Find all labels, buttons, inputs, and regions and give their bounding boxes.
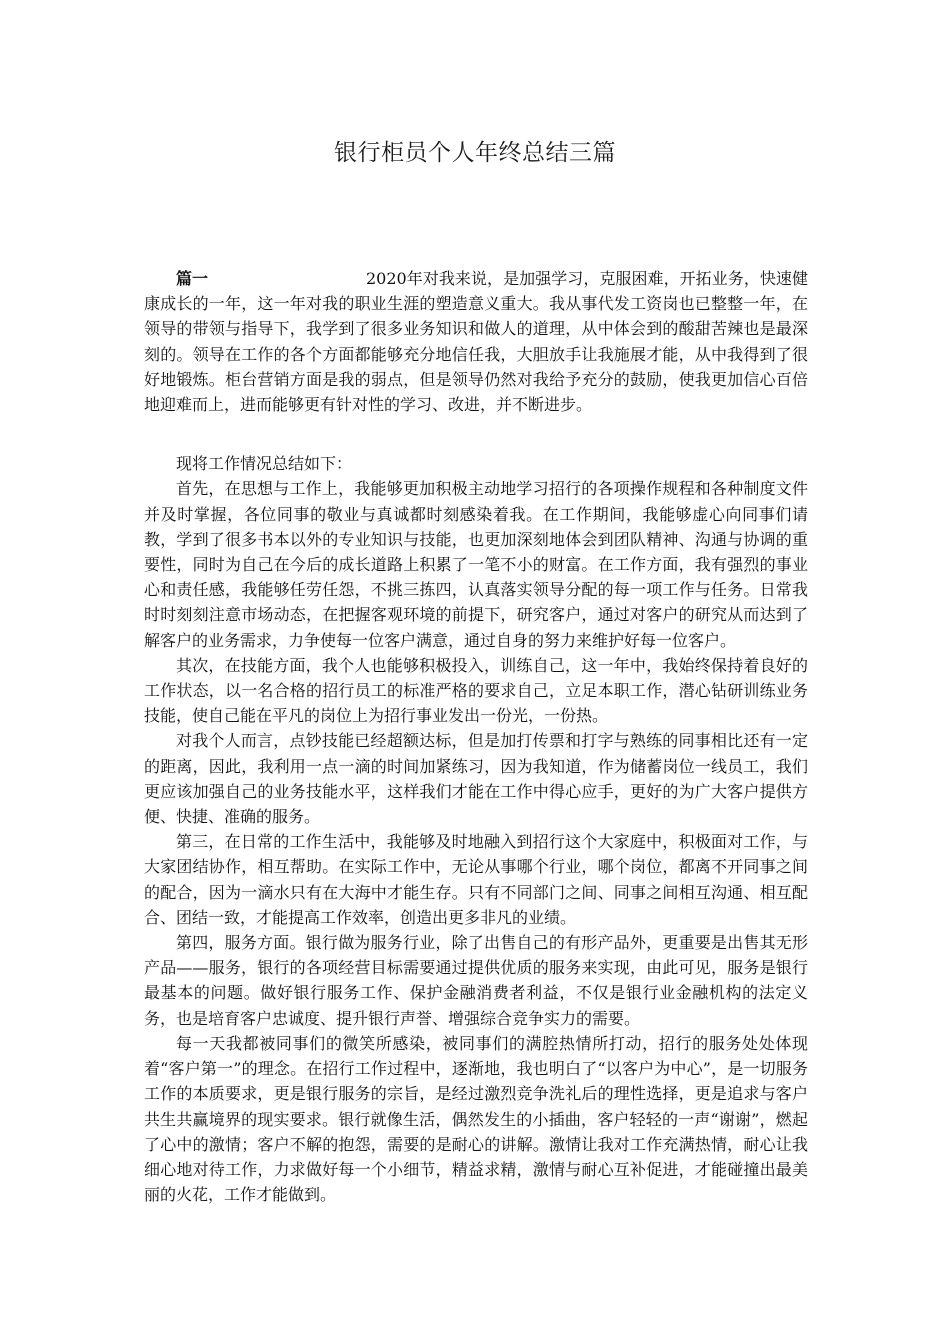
paragraph-second: 其次，在技能方面，我个人也能够积极投入，训练自己，这一年中，我始终保持着良好的工作状态，以一名合格的招行员工的标准严格的要求自己，立足本职工作，潜心钻研训练业务技能，使自己能在平凡的岗位上为招行事业发出一份光，一份热。 <box>144 655 808 726</box>
intro-text: 2020年对我来说，是加强学习，克服困难，开拓业务，快速健康成长的一年，这一年对我的职业生涯的塑造意义重大。我从事代发工资岗也已整整一年，在领导的带领与指导下，我学到了很多业务知识和做人的道理，从中体会到的酸甜苦辣也是最深刻的。领导在工作的各个方面都能够充分地信任我，大胆放手让我施展才能，从中我得到了很好地锻炼。柜台营销方面是我的弱点，但是领导仍然对我给予充分的鼓励，使我更加信心百倍地迎难而上，进而能够更有针对性的学习、改进，并不断进步。 <box>144 269 808 415</box>
paragraph-third: 第三，在日常的工作生活中，我能够及时地融入到招行这个大家庭中，积极面对工作，与大家团结协作，相互帮助。在实际工作中，无论从事哪个行业，哪个岗位，都离不开同事之间的配合，因为一滴水只有在大海中才能生存。只有不同部门之间、同事之间相互沟通、相互配合、团结一致，才能提高工作效率，创造出更多非凡的业绩。 <box>144 832 808 927</box>
paragraph-summary-lead: 现将工作情况总结如下： <box>176 454 353 474</box>
document-title: 银行柜员个人年终总结三篇 <box>334 140 616 166</box>
paragraph-fourth: 第四，服务方面。银行做为服务行业，除了出售自己的有形产品外，更重要是出售其无形产品——服务，银行的各项经营目标需要通过提供优质的服务来实现，由此可见，服务是银行最基本的问题。做好银行服务工作、保护金融消费者利益，不仅是银行业金融机构的法定义务，也是培育客户忠诚度、提升银行声誉、增强综合竞争实力的需要。 <box>144 933 808 1028</box>
intro-paragraph <box>144 266 808 417</box>
document-body <box>144 266 808 1207</box>
paragraph-first: 首先，在思想与工作上，我能够更加积极主动地学习招行的各项操作规程和各种制度文件并及时掌握，各位同事的敬业与真诚都时刻感染着我。在工作期间，我能够虚心向同事们请教，学到了很多书本以外的专业知识与技能，也更加深刻地体会到团队精神、沟通与协调的重要性，同时为自己在今后的成长道路上积累了一笔不小的财富。在工作方面，我有强烈的事业心和责任感，我能够任劳任怨，不挑三拣四，认真落实领导分配的每一项工作与任务。日常我时时刻刻注意市场动态，在把握客观环境的前提下，研究客户，通过对客户的研究从而达到了解客户的业务需求，力争使每一位客户满意，通过自身的努力来维护好每一位客户。 <box>144 479 808 650</box>
section-label: 篇一 <box>176 269 209 288</box>
paragraph-service: 每一天我都被同事们的微笑所感染，被同事们的满腔热情所打动，招行的服务处处体现着“客户第一”的理念。在招行工作过程中，逐渐地，我也明白了“以客户为中心”，是一切服务工作的本质要求，更是银行服务的宗旨，是经过激烈竞争洗礼后的理性选择，更是追求与客户共生共赢境界的现实要求。银行就像生活，偶然发生的小插曲，客户轻轻的一声“谢谢”，燃起了心中的激情；客户不解的抱怨，需要的是耐心的讲解。激情让我对工作充满热情，耐心让我细心地对待工作，力求做好每一个小细节，精益求精，激情与耐心互补促进，才能碰撞出最美丽的火花，工作才能做到。 <box>144 1033 808 1205</box>
paragraph-skills: 对我个人而言，点钞技能已经超额达标，但是加打传票和打字与熟练的同事相比还有一定的距离，因此，我利用一点一滴的时间加紧练习，因为我知道，作为储蓄岗位一线员工，我们更应该加强自己的业务技能水平，这样我们才能在工作中得心应手，更好的为广大客户提供方便、快捷、准确的服务。 <box>144 731 808 827</box>
